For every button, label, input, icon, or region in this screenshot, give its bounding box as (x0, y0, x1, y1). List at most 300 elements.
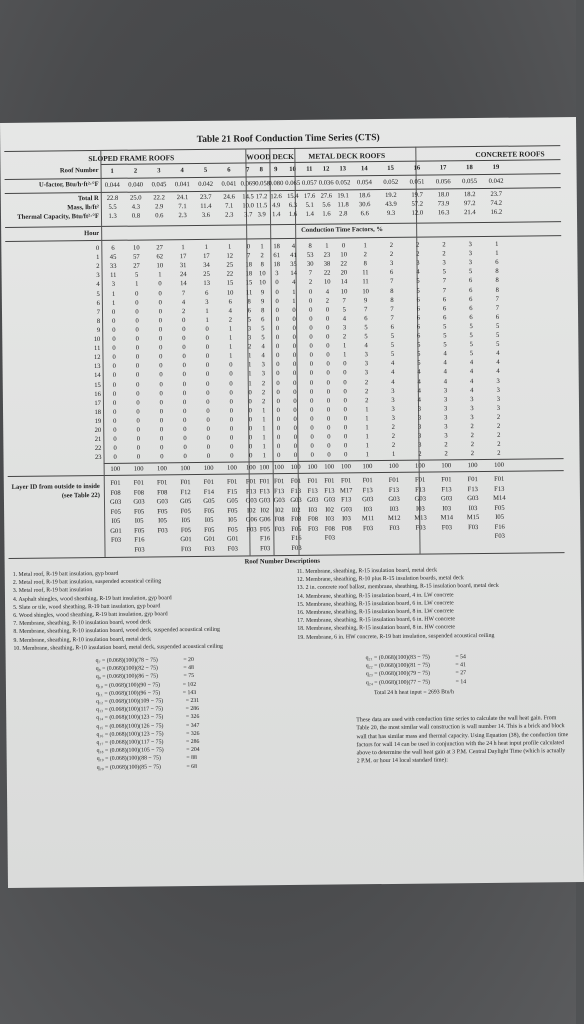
table-cell: 2 (470, 432, 474, 440)
table-cell: 5 (261, 334, 265, 342)
table-cell: 0 (159, 435, 164, 443)
hour-label: 4 (96, 281, 100, 289)
table-cell: 3 (391, 414, 395, 422)
table-cell: G03 (362, 496, 374, 504)
table-cell: 1.4 (305, 210, 314, 218)
table-cell: G06 (259, 516, 271, 524)
table-cell: 0 (327, 424, 331, 432)
table-cell: I03 (442, 504, 452, 512)
table-cell: 0 (293, 397, 297, 405)
table-cell: 0 (309, 361, 314, 369)
table-cell: 100 (156, 465, 167, 473)
table-cell: 2 (228, 316, 233, 324)
table-cell: F03 (227, 545, 238, 553)
table-cell: I03 (389, 505, 399, 513)
table-cell: F03 (157, 526, 168, 534)
table-cell: 0 (182, 335, 186, 343)
table-cell: 2 (261, 397, 266, 405)
heat-result: = 14 (455, 678, 467, 685)
table-cell: 3 (111, 281, 116, 289)
table-cell: 4 (417, 378, 421, 386)
table-cell: 1 (262, 416, 266, 424)
table-cell: 0.080 (268, 180, 284, 188)
table-cell: 100 (245, 464, 256, 472)
table-cell (434, 542, 460, 551)
table-cell: I03 (308, 506, 318, 514)
table-cell: F05 (134, 527, 145, 535)
table-cell: 0 (293, 415, 297, 423)
hour-label: 6 (96, 299, 100, 307)
table-cell: 0 (112, 381, 117, 389)
table-cell: 4 (496, 359, 500, 367)
table-cell: 3 (416, 259, 420, 267)
table-cell: 0.041 (221, 180, 237, 188)
table-cell: I03 (468, 504, 478, 512)
calculation-line (366, 678, 466, 687)
table-cell: 8 (495, 277, 499, 285)
table-cell: 3 (468, 259, 473, 267)
table-cell: 3 (157, 167, 161, 175)
table-cell: 1 (262, 443, 266, 451)
table-cell: 0 (275, 306, 279, 314)
table-cell: 4 (496, 349, 500, 358)
table-cell: 0 (182, 362, 186, 370)
heat-expression: = (0.068)(100)(77 − 75) (374, 679, 431, 686)
table-cell: 41 (290, 252, 297, 260)
table-cell: 4 (416, 268, 420, 276)
table-cell: 4 (228, 307, 232, 315)
table-cell: 0 (229, 370, 233, 379)
table-cell: 5 (443, 341, 447, 349)
table-cell: 3 (443, 386, 448, 394)
table-cell: 0 (229, 380, 233, 388)
table-cell: F08 (324, 525, 335, 533)
table-cell: F01 (340, 477, 352, 485)
table-cell: 0 (249, 452, 253, 460)
table-cell: 100 (494, 461, 505, 469)
table-cell: 8 (308, 242, 312, 250)
table-cell: 0 (113, 454, 117, 462)
table-cell: 6 (468, 277, 473, 285)
heat-expression: = (0.068)(100)(78 − 75) (101, 657, 158, 664)
table-cell: 0 (326, 351, 330, 359)
table-cell: 3 (418, 441, 422, 449)
heat-expression: = (0.068)(100)(126 − 75) (104, 722, 164, 730)
table-cell: 0 (276, 379, 280, 387)
table-cell: 27.6 (320, 192, 333, 200)
heat-variable: q₂₃ (365, 671, 375, 678)
table-cell: 2 (415, 241, 420, 249)
table-cell: F08 (341, 524, 352, 532)
heat-variable: q₁₁ (95, 690, 105, 697)
table-cell: 4 (443, 359, 447, 367)
table-cell: 0.065 (285, 179, 301, 188)
table-cell: 0 (310, 433, 314, 441)
table-cell: M14 (493, 494, 506, 502)
table-cell: 18 (245, 261, 253, 269)
table-cell: 38 (323, 260, 331, 268)
table-cell: 0 (343, 424, 348, 432)
description-line: 9. Membrane, sheathing, R-10 insulation board, metal deck (13, 636, 152, 644)
table-cell: 4 (469, 377, 474, 385)
description-line: 2. Metal roof, R-19 batt insulation, suspended acoustical ceiling (12, 578, 162, 587)
table-cell: 0 (326, 406, 331, 414)
description-line: 5. Slate or tile, wood sheathing, R-19 batt insulation, gyp board (13, 603, 161, 611)
table-cell: 31 (179, 262, 187, 270)
textbook-page (0, 117, 584, 888)
table-cell: 4 (496, 368, 500, 376)
table-cell: F13 (341, 496, 352, 504)
table-cell: 6 (227, 166, 231, 174)
table-cell: 1 (262, 407, 266, 415)
heat-expression: = (0.068)(100)(83 − 75) (373, 654, 430, 662)
heat-result: = 27 (455, 670, 467, 677)
table-cell: 5 (495, 322, 500, 330)
table-cell: 3 (417, 405, 422, 413)
table-cell: 0 (135, 299, 139, 307)
table-cell: 3 (391, 405, 395, 413)
table-cell: 0 (160, 444, 164, 452)
table-cell: 4.9 (272, 202, 281, 210)
table-cell: 2 (363, 251, 367, 259)
table-cell: 5 (417, 350, 421, 358)
table-cell: 4 (181, 298, 186, 306)
table-cell: 0 (326, 360, 330, 368)
table-cell: 0 (229, 425, 234, 433)
table-cell: 5 (247, 316, 252, 324)
table-cell: I03 (415, 505, 425, 513)
table-cell: 3 (364, 351, 368, 359)
calculation-line (97, 763, 200, 772)
table-cell: 3 (261, 361, 265, 369)
table-cell: 100 (388, 462, 399, 470)
hour-label: 9 (96, 326, 101, 334)
table-cell: 0 (275, 279, 279, 287)
table-cell: 3 (468, 241, 472, 249)
table-cell: 23.7 (490, 190, 503, 198)
table-cell: 0 (327, 442, 331, 450)
table-cell: 0 (276, 415, 281, 424)
table-cell: 0.036 (318, 179, 334, 187)
description-line: 3. Metal roof, R-19 batt insulation (12, 587, 93, 595)
table-cell: 1 (365, 405, 369, 414)
table-cell: 35 (290, 261, 297, 269)
description-line: 6. Wood shingles, wood sheathing, R-19 batt insulation, gyp board (13, 611, 168, 619)
heat-variable: q₁₃ (96, 707, 105, 714)
roof-descriptions-left (13, 569, 223, 653)
table-cell (381, 542, 407, 551)
table-cell: 0.054 (356, 179, 372, 187)
hour-label: 19 (94, 417, 102, 425)
table-cell: 22.2 (153, 194, 165, 202)
table-cell: 0 (183, 435, 187, 443)
table-cell: 6 (389, 269, 394, 277)
group-metal-deck-roofs: METAL DECK ROOFS (308, 150, 386, 161)
table-cell: 0 (248, 407, 252, 415)
table-cell (381, 533, 407, 542)
table-cell: 0 (135, 353, 140, 361)
table-cell: 13 (339, 165, 347, 173)
table-cell (244, 544, 259, 553)
table-cell: 19.1 (337, 192, 349, 200)
table-cell: 0 (112, 354, 116, 362)
table-cell: 0.058 (255, 180, 271, 188)
table-cell: 6 (495, 313, 500, 321)
table-cell: 12.6 (270, 193, 282, 201)
table-cell: 5 (469, 332, 473, 340)
label-mass: Mass, lb/ft² (67, 203, 99, 212)
table-cell: F16 (134, 536, 145, 544)
table-cell: 2 (261, 379, 266, 387)
table-cell: 0 (113, 435, 117, 443)
heat-expression: = (0.068)(100)(96 − 75) (104, 690, 161, 697)
table-cell: 0 (276, 352, 280, 360)
table-cell: I05 (181, 517, 191, 525)
table-cell: 0.052 (383, 178, 399, 187)
table-cell: 15 (387, 164, 394, 172)
table-cell: 5 (261, 325, 265, 333)
table-cell: 7 (442, 286, 447, 294)
table-cell: 0.045 (151, 181, 167, 189)
table-cell: 0 (309, 342, 313, 350)
table-cell: 24.6 (223, 193, 235, 201)
table-cell: 17 (179, 253, 187, 261)
table-cell: 10 (156, 262, 164, 270)
table-cell: M12 (387, 514, 401, 522)
table-cell: 5 (390, 332, 395, 340)
table-cell: 7 (246, 166, 250, 174)
table-cell: 0 (229, 416, 234, 424)
hour-label: 3 (96, 272, 100, 280)
table-cell: 100 (340, 463, 351, 471)
hour-label: 15 (94, 381, 101, 389)
table-cell: 0.8 (131, 212, 141, 220)
table-cell: 1 (229, 352, 233, 360)
table-cell: 0 (183, 444, 187, 452)
table-cell: 0 (309, 379, 314, 387)
table-cell: 0 (276, 361, 280, 369)
table-cell: 6 (416, 305, 421, 313)
table-cell: F05 (180, 526, 192, 534)
table-cell: F05 (180, 507, 191, 515)
table-cell: 8 (259, 166, 263, 174)
table-cell: 2 (325, 297, 330, 305)
table-cell: 3.7 (244, 211, 253, 219)
table-cell: 0 (135, 308, 139, 316)
table-cell: F08 (291, 515, 302, 523)
table-cell: 0 (136, 435, 141, 443)
table-cell: 10 (259, 279, 266, 287)
table-cell: 5 (496, 340, 500, 348)
table-cell: 3 (417, 432, 422, 440)
table-cell: 3 (468, 250, 473, 258)
table-cell: 0 (136, 417, 140, 425)
table-cell: 0 (113, 417, 117, 425)
table-cell: 100 (307, 463, 318, 471)
table-cell: 5 (469, 341, 473, 349)
table-cell: 23 (323, 251, 331, 259)
table-cell: F01 (156, 479, 168, 487)
table-cell: 6 (469, 304, 473, 312)
description-line: 14. Membrane, sheathing, R-15 insulation board, 4 in. LW concrete (296, 591, 454, 600)
table-cell: 5 (469, 322, 473, 331)
table-cell: 6 (469, 286, 473, 294)
heat-expression: = (0.068)(100)(90 − 75) (104, 681, 161, 689)
table-cell: F01 (388, 476, 400, 484)
table-cell: I05 (495, 513, 505, 521)
table-cell: F03 (468, 523, 479, 531)
table-cell: F16 (259, 535, 271, 543)
table-cell: F16 (494, 523, 505, 531)
table-cell: 4 (180, 167, 184, 175)
hour-label: 0 (96, 244, 100, 253)
hour-label: 12 (93, 354, 101, 362)
description-line: 4. Asphalt shingles, wood sheathing, R-19 batt insulation, gyp board (12, 594, 172, 603)
table-cell: 10 (258, 270, 266, 278)
table-cell: 10 (132, 244, 140, 252)
table-cell: 1 (365, 451, 369, 459)
table-cell: 0 (229, 398, 233, 406)
table-cell: 0 (159, 353, 163, 361)
table-cell: 2 (470, 441, 475, 449)
table-cell: 3 (247, 334, 252, 342)
table-cell: 100 (133, 465, 144, 473)
description-line: 8. Membrane, sheathing, R-10 insulation board, wood deck, suspended acoustical ceiling (13, 627, 220, 636)
table-cell: 2 (442, 241, 446, 249)
table-cell: I03 (325, 515, 335, 523)
table-cell: 0.041 (174, 181, 190, 189)
table-cell: 0.042 (198, 180, 214, 188)
table-cell: 1 (158, 271, 162, 279)
table-cell: 1 (205, 316, 209, 324)
table-cell: 3 (444, 414, 448, 422)
table-cell: 5 (390, 351, 395, 359)
table-cell: I02 (325, 506, 335, 514)
table-cell: 4 (443, 350, 447, 358)
table-cell: 0 (159, 426, 164, 434)
table-cell: 0 (113, 408, 117, 416)
table-cell: 0 (136, 399, 140, 407)
heat-result: = 326 (186, 730, 200, 737)
table-cell: 53 (306, 251, 314, 259)
table-cell: G03 (133, 498, 145, 506)
table-cell: 2 (444, 450, 448, 458)
table-cell: 0.069 (240, 180, 256, 188)
table-cell: F03 (204, 545, 215, 553)
table-cell: 0 (182, 344, 186, 352)
table-cell: 7 (364, 305, 368, 313)
table-cell: 2 (391, 432, 396, 441)
table-cell: 16.3 (437, 209, 450, 217)
table-cell: 9 (274, 166, 278, 174)
heat-variable: q₇ (95, 657, 103, 665)
table-cell: F13 (362, 486, 373, 494)
label-thermal-capacity: Thermal Capacity, Btu/ft²·°F (17, 212, 100, 221)
table-cell: 22.8 (106, 194, 119, 202)
table-cell: 0 (205, 371, 210, 379)
hour-label: 16 (94, 390, 101, 398)
table-cell: 4 (443, 368, 447, 376)
heat-result: = 326 (185, 714, 200, 721)
table-cell: 0 (293, 406, 297, 414)
table-cell: 0.057 (301, 179, 317, 187)
table-cell: 11.8 (337, 201, 349, 209)
table-cell: 0 (183, 453, 187, 461)
table-cell: 14 (360, 165, 368, 173)
table-cell: F05 (203, 507, 215, 515)
table-cell: 100 (415, 462, 425, 470)
table-cell (460, 541, 486, 550)
heat-variable: q₁₈ (96, 748, 106, 755)
table-cell: G01 (180, 536, 192, 544)
table-cell: 1 (495, 249, 499, 257)
table-cell: 5 (416, 287, 420, 295)
label-total-r: Total R (77, 194, 99, 203)
table-cell: G03 (340, 505, 353, 513)
heat-result: = 20 (183, 657, 194, 664)
table-cell: F13 (415, 486, 426, 494)
table-cell: 3 (389, 260, 394, 268)
table-cell: 0 (327, 433, 331, 441)
table-cell: 0 (206, 425, 210, 433)
table-cell: 0 (276, 434, 281, 442)
table-cell: 18.6 (358, 192, 371, 200)
table-cell: 9 (260, 297, 265, 305)
table-cell: 2 (181, 307, 186, 315)
table-cell: 3.6 (201, 211, 211, 219)
table-cell: F01 (494, 475, 505, 483)
table-cell: 2 (260, 252, 264, 260)
table-cell: 0 (159, 344, 163, 352)
table-cell: 0 (343, 369, 347, 377)
table-cell: 5.1 (305, 201, 314, 209)
description-line: 12. Membrane, sheathing, R-10 plus R-15 insulation boards, metal deck (296, 575, 464, 584)
table-cell: 0 (113, 426, 117, 434)
table-cell: 0 (343, 415, 348, 423)
table-cell: 7.1 (225, 202, 234, 210)
table-cell: 0 (325, 306, 330, 314)
table-cell: 0 (229, 389, 233, 397)
table-cell: 4 (325, 288, 330, 296)
table-cell: 0 (159, 371, 163, 379)
table-cell: 5 (442, 268, 446, 276)
table-cell: 2 (389, 251, 394, 259)
description-line: 10. Membrane, sheathing, R-10 insulation board, metal deck, suspended acoustical ceiling (13, 643, 223, 652)
table-cell: 2.3 (178, 212, 187, 220)
hour-label: 5 (96, 290, 100, 298)
table-cell: 7 (442, 277, 447, 285)
table-cell: 1 (365, 433, 369, 441)
table-cell: F15 (227, 488, 238, 496)
table-cell: 18.2 (463, 191, 476, 199)
table-cell: 74.2 (490, 199, 503, 207)
hour-label: 18 (94, 408, 102, 416)
table-cell: 1 (292, 297, 296, 305)
heat-result: = 41 (455, 662, 466, 669)
table-cell: 3 (417, 414, 422, 422)
table-cell: 0 (182, 371, 186, 379)
table-cell: F05 (227, 526, 238, 534)
table-cell: F01 (180, 479, 191, 487)
table-cell: 0 (206, 380, 210, 388)
table-cell: 14 (180, 280, 187, 288)
table-cell: 0 (308, 288, 313, 296)
table-cell: 0 (158, 308, 163, 316)
table-cell: 4 (390, 360, 395, 368)
group-sloped-frame-roofs: SLOPED FRAME ROOFS (88, 153, 175, 164)
table-cell: 0 (206, 416, 210, 424)
table-cell: 2 (496, 422, 501, 430)
